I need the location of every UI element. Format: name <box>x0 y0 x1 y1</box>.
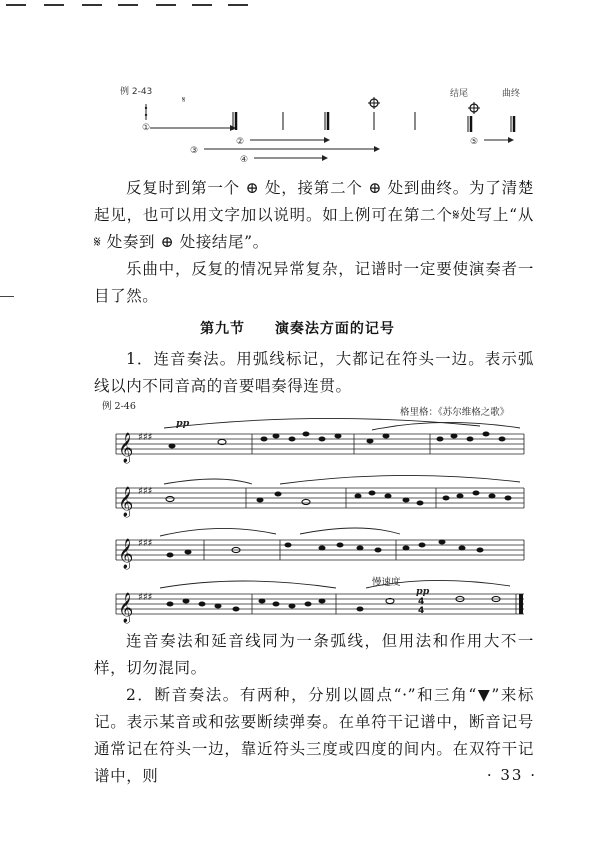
marker-4: ④ <box>240 155 249 165</box>
paragraph-legato: 1．连音奏法。用弧线标记，大都记在符头一边。表示弧线以内不同音高的音要唱奏得连贯。 <box>94 350 534 395</box>
margin-tick <box>0 296 14 297</box>
repeat-diagram <box>118 82 528 172</box>
score-tempo-mark: 慢速度 <box>372 577 401 588</box>
section-title: 演奏法方面的记号 <box>274 321 395 337</box>
paragraph-staccato: 2．断音奏法。有两种，分别以圆点“·”和三角“▼”来标记。表示某音或和弦要断续弹奏。在单符干记谱中，断音记号通常记在符头一边，靠近符头三度或四度的间内。在双符干记谱中，则 <box>94 686 534 785</box>
score-source: 格里格：《苏尔维格之歌》 <box>400 407 510 418</box>
svg-text:𝄞: 𝄞 <box>118 593 134 623</box>
svg-text:♯♯♯: ♯♯♯ <box>138 592 153 603</box>
svg-text:𝄞: 𝄞 <box>118 433 134 463</box>
example-label: 例 2-43 <box>120 87 153 97</box>
svg-text:♯♯♯: ♯♯♯ <box>138 432 153 443</box>
score-staves <box>100 398 530 630</box>
page-number: · 33 · <box>486 766 537 784</box>
coda-label: 结尾 <box>450 89 469 99</box>
repeat-diagram-lines <box>118 82 528 172</box>
paragraph-legato-vs-tie: 连音奏法和延音线同为一条弧线，但用法和作用大不一样，切勿混同。 <box>94 632 534 677</box>
marker-5: ⑤ <box>470 137 479 147</box>
score-dynamic-1: pp <box>176 418 190 429</box>
paragraph-repeat-clarity: 乐曲中，反复的情况异常复杂，记谱时一定要使演奏者一目了然。 <box>94 260 534 305</box>
score-dynamic-2: pp <box>416 586 430 597</box>
svg-text:4: 4 <box>418 597 425 607</box>
svg-text:𝄞: 𝄞 <box>118 487 134 517</box>
svg-text:𝄞: 𝄞 <box>118 539 134 569</box>
svg-text:♯♯♯: ♯♯♯ <box>138 486 153 497</box>
svg-text:♯♯♯: ♯♯♯ <box>138 538 153 549</box>
section-number: 第九节 <box>200 321 246 337</box>
end-label: 曲终 <box>502 89 521 99</box>
marker-2: ② <box>236 137 245 147</box>
marker-3: ③ <box>190 146 199 156</box>
paragraph-repeat-explanation: 反复时到第一个 ⊕ 处，接第二个 ⊕ 处到曲终。为了清楚起见，也可以用文字加以说明。如上例可在第二个𝄋处写上“从 𝄋 处奏到 ⊕ 处接结尾”。 <box>94 179 534 251</box>
marker-1: ① <box>142 123 151 133</box>
section-heading <box>0 318 595 338</box>
svg-text:𝄋: 𝄋 <box>182 95 186 104</box>
music-score <box>100 398 530 630</box>
svg-text:4: 4 <box>418 606 425 616</box>
score-example-label: 例 2-46 <box>102 401 136 412</box>
